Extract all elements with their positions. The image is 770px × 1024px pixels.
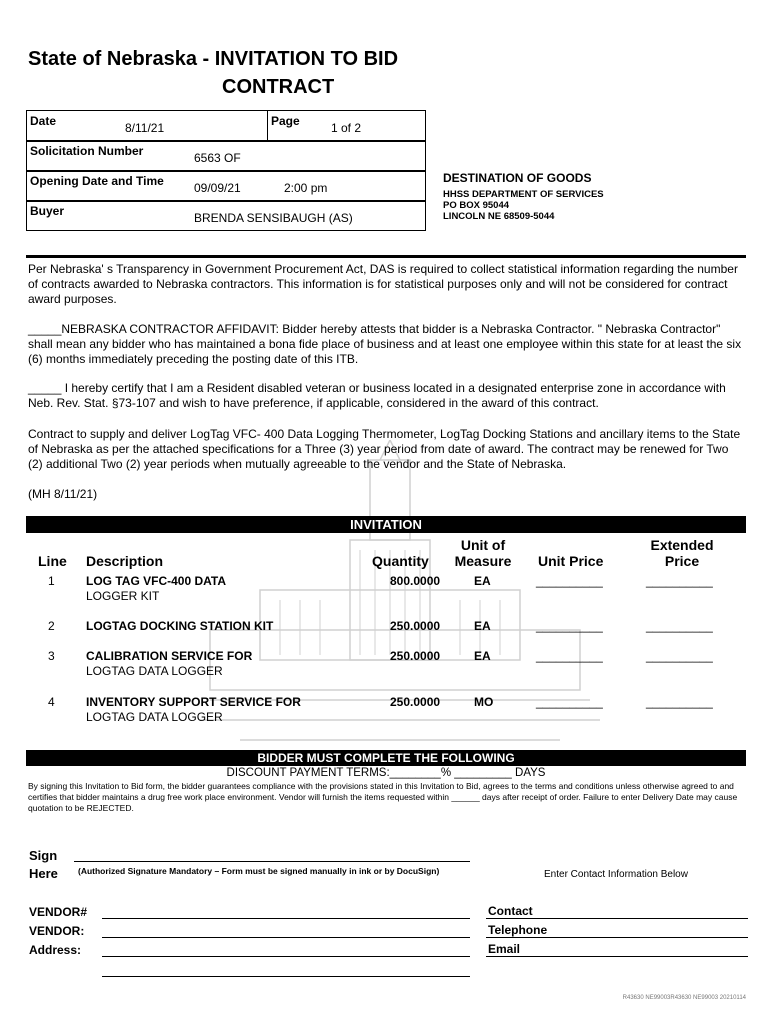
date-page-divider [267,111,268,140]
bidder-terms-text: By signing this Invitation to Bid form, the bidder guarantees compliance with the provisions stated in this Invitation to Bid, agrees to the terms and conditions unless otherwise agreed to and certifies that bidder maintains a drug free work place environment. Vendor will furnish the items requested within ______ days after receipt of order. Failure to enter Delivery Date may cause quotation to be REJECTED. [28,781,738,813]
row-line: 1 [48,574,55,588]
affidavit-paragraph: _____NEBRASKA CONTRACTOR AFFIDAVIT: Bidder hereby attests that bidder is a Nebraska Contractor. " Nebraska Contractor" shall mean any bidder who has maintained a bona fide place of business and at least one employee within this state for at least the six (6) months immediately preceding the posting date of this ITB. [28,322,742,366]
bidder-bar: BIDDER MUST COMPLETE THE FOLLOWING [26,750,746,766]
row-desc1: INVENTORY SUPPORT SERVICE FOR [86,695,301,709]
contact-label: Contact [488,904,533,918]
footer-code: R43630 NE99003R43630 NE99003 20210114 [622,995,746,1001]
telephone-label: Telephone [488,923,548,937]
solicitation-label: Solicitation Number [30,144,144,158]
row-qty: 800.0000 [390,574,441,588]
contact-field[interactable] [486,918,748,919]
buyer-label: Buyer [30,204,65,218]
signature-line[interactable] [74,861,470,862]
page-label: Page [271,114,300,128]
col-price: Price [664,553,700,569]
destination-line1: HHSS DEPARTMENT OF SERVICES [443,189,604,200]
solicitation-box [26,141,426,171]
sign-label: Sign [29,848,58,863]
row-extended-blank[interactable]: __________ [646,574,713,588]
date-page-box [26,110,426,141]
reference-note: (MH 8/11/21) [28,487,98,501]
solicitation-value: 6563 OF [194,151,241,165]
here-label: Here [29,866,58,881]
opening-label: Opening Date and Time [30,174,164,188]
row-line: 4 [48,695,55,709]
address-field-2[interactable] [102,976,470,977]
opening-date: 09/09/21 [194,181,241,195]
signature-note: (Authorized Signature Mandatory – Form must be signed manually in ink or by DocuSign) [78,866,440,876]
row-uom: EA [474,574,491,588]
col-description: Description [86,553,164,569]
row-extended-blank[interactable]: __________ [646,695,713,709]
row-line: 3 [48,649,55,663]
row-qty: 250.0000 [390,649,441,663]
contact-info-note: Enter Contact Information Below [544,869,688,880]
row-extended-blank[interactable]: __________ [646,649,713,663]
row-desc1: LOGTAG DOCKING STATION KIT [86,619,274,633]
opening-time: 2:00 pm [284,181,328,195]
row-unit-price-blank[interactable]: __________ [536,649,603,663]
date-label: Date [30,114,57,128]
address-field-1[interactable] [102,956,470,957]
row-desc2: LOGTAG DATA LOGGER [86,664,223,678]
destination-heading: DESTINATION OF GOODS [443,171,592,185]
vendor-number-field[interactable] [102,918,470,919]
row-uom: MO [474,695,494,709]
invitation-bar: INVITATION [26,516,746,533]
telephone-field[interactable] [486,937,748,938]
col-line: Line [38,553,67,569]
row-qty: 250.0000 [390,695,441,709]
row-desc2: LOGTAG DATA LOGGER [86,710,223,724]
destination-line3: LINCOLN NE 68509-5044 [443,211,555,222]
vendor-label: VENDOR: [29,924,85,938]
row-uom: EA [474,649,491,663]
col-quantity: Quantity [372,553,429,569]
veteran-paragraph: _____ I hereby certify that I am a Resident disabled veteran or business located in a designated enterprise zone in accordance with Neb. Rev. Stat. §73-107 and wish to have preference, if applicable, considered in the award of this contract. [28,381,726,410]
buyer-value: BRENDA SENSIBAUGH (AS) [194,211,353,225]
page-value: 1 of 2 [331,121,362,135]
row-extended-blank[interactable]: __________ [646,619,713,633]
row-unit-price-blank[interactable]: __________ [536,695,603,709]
row-desc1: CALIBRATION SERVICE FOR [86,649,253,663]
row-unit-price-blank[interactable]: __________ [536,619,603,633]
email-label: Email [488,942,521,956]
row-uom: EA [474,619,491,633]
document-title: State of Nebraska - INVITATION TO BID [28,48,399,70]
header-separator [26,255,746,258]
discount-terms[interactable]: DISCOUNT PAYMENT TERMS:________% _________ DAYS [226,767,546,779]
destination-block [443,171,604,222]
vendor-field[interactable] [102,937,470,938]
date-value: 8/11/21 [125,121,165,135]
destination-line2: PO BOX 95044 [443,200,510,211]
vendor-number-label: VENDOR# [29,905,88,919]
row-unit-price-blank[interactable]: __________ [536,574,603,588]
row-line: 2 [48,619,55,633]
address-label: Address: [29,943,82,957]
email-field[interactable] [486,956,748,957]
buyer-box [26,201,426,231]
col-extended: Extended [650,537,714,553]
col-unit-price: Unit Price [538,553,604,569]
col-unit-of: Unit of [460,537,506,553]
opening-box [26,171,426,201]
document-title-contract: CONTRACT [222,76,335,98]
col-measure: Measure [454,553,512,569]
row-qty: 250.0000 [390,619,441,633]
transparency-paragraph: Per Nebraska' s Transparency in Government Procurement Act, DAS is required to collect statistical information regarding the number of contracts awarded to Nebraska contractors. This information is for statistical purposes only and will not be considered for contract award purposes. [28,262,738,306]
contract-paragraph: Contract to supply and deliver LogTag VFC- 400 Data Logging Thermometer, LogTag Docking Stations and ancillary items to the State of Nebraska as per the attached specifications for a Three (3) year period from date of award. The contract may be renewed for Two (2) additional Two (2) year periods when mutually agreeable to the vendor and the State of Nebraska. [28,427,741,471]
row-desc1: LOG TAG VFC-400 DATA [86,574,227,588]
row-desc2: LOGGER KIT [86,589,160,603]
